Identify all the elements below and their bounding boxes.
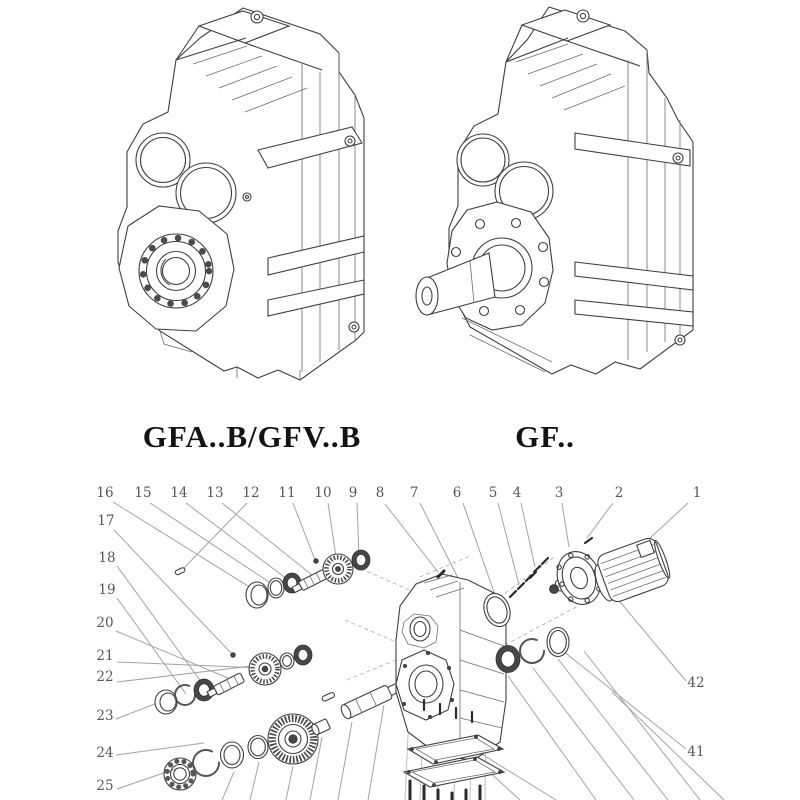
- set-bolt-part: [231, 653, 236, 658]
- bolt-part: [585, 538, 592, 543]
- key-part: [175, 567, 186, 575]
- callout-7: 7: [409, 485, 419, 501]
- motor-assembly: [550, 535, 674, 611]
- callout-4: 4: [512, 485, 522, 501]
- callout-2: 2: [614, 485, 624, 501]
- snap-ring-part: [193, 750, 219, 776]
- callout-20: 20: [96, 615, 114, 631]
- mounting-bolts: [510, 558, 548, 597]
- callout-24: 24: [96, 745, 114, 761]
- callout-13: 13: [206, 485, 224, 501]
- callout-19: 19: [98, 582, 116, 598]
- callout-21: 21: [96, 648, 114, 664]
- callout-22: 22: [96, 669, 114, 685]
- callout-5: 5: [488, 485, 498, 501]
- set-bolt-part: [314, 559, 319, 564]
- seal-ring-part: [547, 628, 569, 657]
- callout-41: 41: [687, 744, 705, 760]
- callout-25: 25: [96, 778, 114, 794]
- gearbox-isometric-left: [118, 8, 364, 380]
- right-model-label: GF..: [515, 419, 575, 454]
- key-part: [321, 692, 335, 702]
- output-seal-group: [496, 628, 569, 673]
- callout-8: 8: [375, 485, 385, 501]
- callout-17: 17: [97, 513, 115, 529]
- left-model-label: GFA..B/GFV..B: [142, 419, 362, 454]
- callout-11: 11: [278, 485, 296, 501]
- callout-15: 15: [134, 485, 152, 501]
- end-cap-part: [246, 582, 268, 608]
- gearbox-isometric-right: [416, 7, 693, 374]
- callout-9: 9: [348, 485, 358, 501]
- callout-3: 3: [554, 485, 564, 501]
- callout-42: 42: [687, 675, 705, 691]
- callout-16: 16: [96, 485, 114, 501]
- callout-6: 6: [452, 485, 462, 501]
- snap-ring-part: [520, 639, 544, 663]
- callout-18: 18: [98, 550, 116, 566]
- callout-10: 10: [314, 485, 332, 501]
- callout-12: 12: [242, 485, 260, 501]
- output-bearing-face: [139, 234, 213, 308]
- pan-cover-part: [404, 757, 504, 787]
- callout-23: 23: [96, 708, 114, 724]
- snap-ring-part: [175, 685, 195, 705]
- callout-1: 1: [692, 485, 702, 501]
- callout-14: 14: [170, 485, 188, 501]
